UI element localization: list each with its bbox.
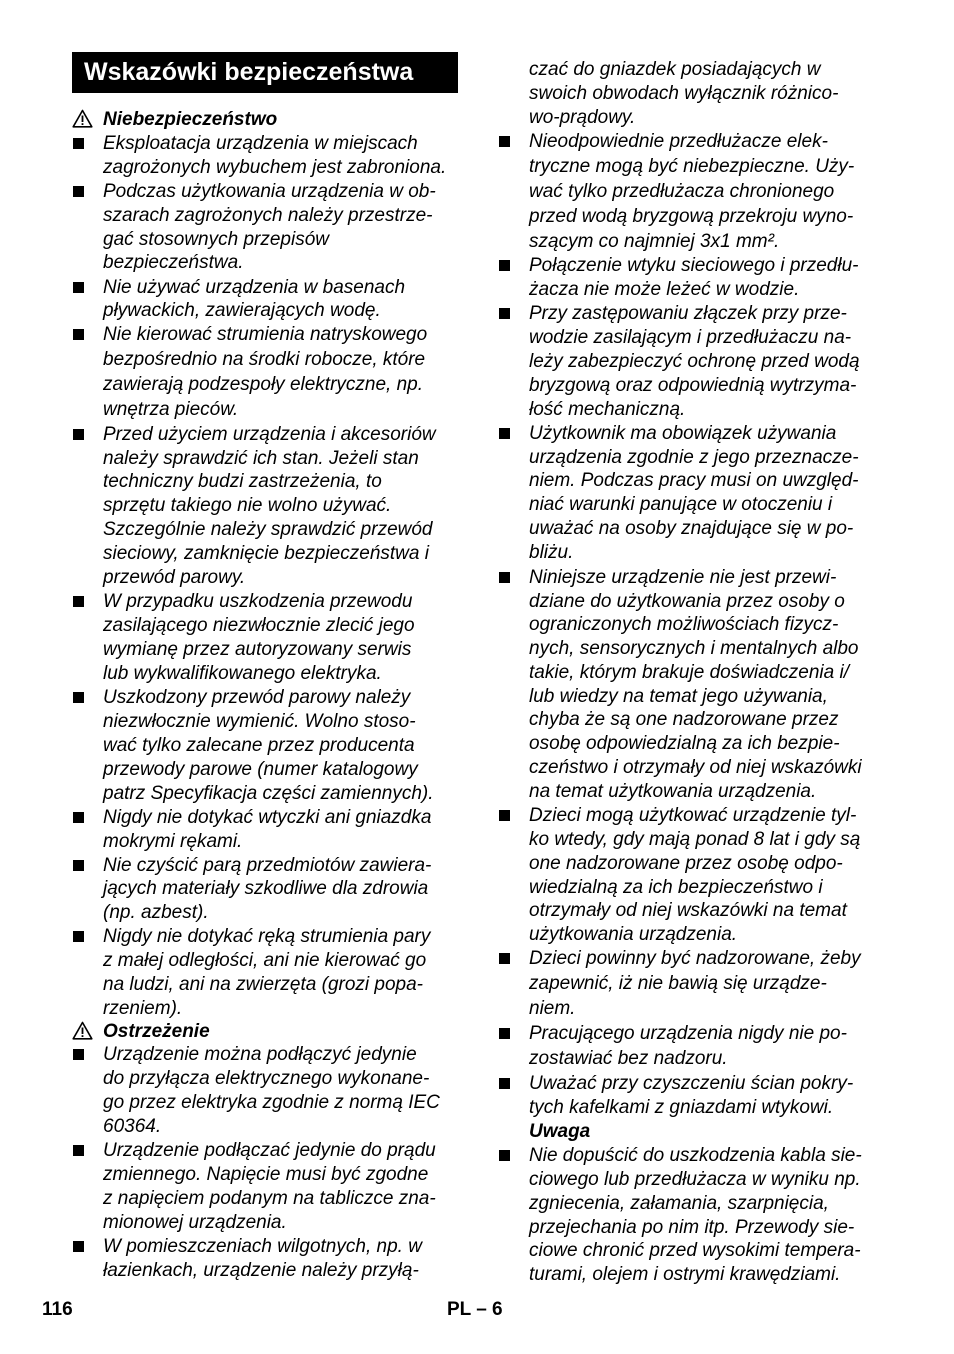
bullet-text: zmiennego. Napięcie musi być zgodne (103, 1164, 429, 1185)
bullet-text: (np. azbest). (103, 902, 209, 923)
bullet-text: leży zabezpieczyć ochronę przed wodą (529, 351, 860, 372)
bullet-text: zawierają podzespoły elektryczne, np. (103, 374, 424, 395)
bullet-text: sprzętu takiego nie wolno używać. (103, 495, 392, 516)
bullet-text: zasilającego niezwłocznie zlecić jego (103, 615, 415, 636)
bullet-text: Dzieci mogą użytkować urządzenie tyl- (529, 805, 857, 826)
bullet-text: bezpieczeństwa. (103, 252, 244, 273)
bullet-icon (73, 282, 84, 293)
page-title: Wskazówki bezpieczeństwa (72, 52, 458, 93)
bullet-text: Przy zastępowaniu złączek przy prze- (529, 303, 847, 324)
bullet-text: ko wtedy, gdy mają ponad 8 lat i gdy są (529, 829, 861, 850)
bullet-text: zapewnić, iż nie bawią się urządze- (529, 973, 827, 994)
bullet-icon (499, 953, 510, 964)
bullet-text: Przed użyciem urządzenia i akcesoriów (103, 424, 436, 445)
bullet-text: turami, olejem i ostrymi krawędziami. (529, 1264, 841, 1285)
bullet-icon (499, 1028, 510, 1039)
bullet-text: Eksploatacja urządzenia w miejscach (103, 133, 418, 154)
bullet-text: tych kafelkami z gniazdami wtykowi. (529, 1097, 834, 1118)
bullet-text: wać tylko przedłużacza chronionego (529, 181, 835, 202)
bullet-text: go przez elektryka zgodnie z normą IEC (103, 1092, 440, 1113)
bullet-text: tryczne mogą być niebezpieczne. Uży- (529, 156, 855, 177)
bullet-text: Nie czyścić parą przedmiotów zawiera- (103, 855, 432, 876)
bullet-icon (499, 428, 510, 439)
bullet-text: do przyłącza elektrycznego wykonane- (103, 1068, 430, 1089)
bullet-text: zgniecenia, załamania, szarpnięcia, (529, 1193, 829, 1214)
bullet-text: swoich obwodach wyłącznik różnico- (529, 83, 839, 104)
bullet-text: niem. Podczas pracy musi on uwzględ- (529, 470, 859, 491)
bullet-text: Urządzenie podłączać jedynie do prądu (103, 1140, 436, 1161)
bullet-text: żacza nie może leżeć w wodzie. (529, 279, 800, 300)
bullet-text: Urządzenie można podłączyć jedynie (103, 1044, 417, 1065)
section-heading-text: Ostrzeżenie (103, 1021, 210, 1042)
bullet-text: niezwłocznie wymienić. Wolno stoso- (103, 711, 416, 732)
bullet-icon (73, 692, 84, 703)
bullet-text: użytkowania urządzenia. (529, 924, 738, 945)
bullet-text: wać tylko zalecane przez producenta (103, 735, 415, 756)
bullet-text: chyba że są one nadzorowane przez (529, 709, 839, 730)
bullet-text: na ludzi, ani na zwierzęta (grozi popa- (103, 974, 424, 995)
bullet-icon (499, 1078, 510, 1089)
bullet-text: one nadzorowane przez osobę odpo- (529, 853, 843, 874)
bullet-text: z małej odległości, ani nie kierować go (103, 950, 427, 971)
bullet-icon (499, 308, 510, 319)
bullet-text: zostawiać bez nadzoru. (529, 1048, 728, 1069)
bullet-text: na temat użytkowania urządzenia. (529, 781, 817, 802)
bullet-icon (73, 812, 84, 823)
bullet-text: 60364. (103, 1116, 162, 1137)
bullet-text: otrzymały od niej wskazówki na temat (529, 900, 847, 921)
bullet-text: nych, sensorycznych i mentalnych albo (529, 638, 859, 659)
bullet-text: Uważać przy czyszczeniu ścian pokry- (529, 1073, 854, 1094)
bullet-text: wo-prądowy. (529, 107, 636, 128)
bullet-text: przejechania po nim itp. Przewody sie- (529, 1217, 855, 1238)
bullet-icon (73, 860, 84, 871)
bullet-text: mionowej urządzenia. (103, 1212, 287, 1233)
bullet-icon (73, 1049, 84, 1060)
bullet-icon (73, 329, 84, 340)
bullet-text: techniczny budzi zastrzeżenia, to (103, 471, 382, 492)
bullet-text: przewód parowy. (103, 567, 246, 588)
bullet-text: Nie kierować strumienia natryskowego (103, 324, 428, 345)
bullet-text: sieciowy, zamknięcie bezpieczeństwa i (103, 543, 429, 564)
bullet-text: takie, którym brakuje doświadczenia i/ (529, 662, 849, 683)
bullet-text: wymianę przez autoryzowany serwis (103, 639, 412, 660)
bullet-icon (499, 572, 510, 583)
bullet-text: lub wiedzy na temat jego używania, (529, 686, 828, 707)
bullet-text: bliżu. (529, 542, 574, 563)
bullet-icon (73, 931, 84, 942)
bullet-text: niać warunki panujące w otoczeniu i (529, 494, 833, 515)
bullet-text: wiedzialną za ich bezpieczeństwo i (529, 877, 823, 898)
bullet-text: uważać na osoby znajdujące się w po- (529, 518, 854, 539)
bullet-text: pływackich, zawierających wodę. (103, 300, 381, 321)
bullet-icon (73, 138, 84, 149)
bullet-text: bryzgową oraz odpowiednią wytrzyma- (529, 375, 857, 396)
bullet-text: Użytkownik ma obowiązek używania (529, 423, 837, 444)
warning-icon (72, 1021, 93, 1040)
bullet-text: osobę odpowiedzialną za ich bezpie- (529, 733, 840, 754)
bullet-text: przewody parowe (numer katalogowy (103, 759, 418, 780)
bullet-text: z napięciem podanym na tabliczce zna- (103, 1188, 436, 1209)
bullet-text: czeństwo i otrzymały od niej wskazówki (529, 757, 862, 778)
bullet-text: urządzenia zgodnie z jego przeznacze- (529, 447, 859, 468)
bullet-text: Podczas użytkowania urządzenia w ob- (103, 181, 436, 202)
bullet-text: Nigdy nie dotykać wtyczki ani gniazdka (103, 807, 432, 828)
bullet-text: Uszkodzony przewód parowy należy (103, 687, 411, 708)
bullet-text: Pracującego urządzenia nigdy nie po- (529, 1023, 847, 1044)
bullet-text: Nigdy nie dotykać ręką strumienia pary (103, 926, 431, 947)
bullet-text: jących materiały szkodliwe dla zdrowia (103, 878, 429, 899)
bullet-text: szarach zagrożonych należy przestrze- (103, 205, 433, 226)
bullet-text: łość mechaniczną. (529, 399, 686, 420)
bullet-icon (73, 596, 84, 607)
section-heading-text: Niebezpieczeństwo (103, 109, 278, 130)
bullet-text: gać stosownych przepisów (103, 229, 329, 250)
bullet-text: Połączenie wtyku sieciowego i przedłu- (529, 255, 859, 276)
bullet-text: Dzieci powinny być nadzorowane, żeby (529, 948, 861, 969)
bullet-text: należy sprawdzić ich stan. Jeżeli stan (103, 448, 419, 469)
bullet-text: ciowego lub przedłużacza w wyniku np. (529, 1169, 861, 1190)
bullet-text: szącym co najmniej 3x1 mm². (529, 231, 780, 252)
bullet-icon (73, 186, 84, 197)
bullet-text: dziane do użytkowania przez osoby o (529, 591, 845, 612)
bullet-icon (499, 1150, 510, 1161)
bullet-icon (73, 1145, 84, 1156)
bullet-text: niem. (529, 998, 576, 1019)
warning-icon (72, 109, 93, 128)
bullet-text: ograniczonych możliwościach fizycz- (529, 614, 839, 635)
bullet-text: przed wodą bryzgową przekroju wyno- (529, 206, 854, 227)
bullet-text: Nie używać urządzenia w basenach (103, 277, 406, 298)
bullet-icon (499, 136, 510, 147)
bullet-text: ciowe chronić przed wysokimi tempera- (529, 1240, 861, 1261)
bullet-icon (499, 810, 510, 821)
bullet-text: czać do gniazdek posiadających w (529, 59, 821, 80)
bullet-text: Nie dopuścić do uszkodzenia kabla sie- (529, 1145, 862, 1166)
bullet-icon (73, 1241, 84, 1252)
page-number: 116 (42, 1299, 73, 1320)
bullet-text: wnętrza pieców. (103, 399, 239, 420)
bullet-text: W przypadku uszkodzenia przewodu (103, 591, 413, 612)
bullet-text: łazienkach, urządzenie należy przyłą- (103, 1260, 419, 1281)
bullet-icon (73, 429, 84, 440)
bullet-icon (499, 260, 510, 271)
bullet-text: rzeniem). (103, 998, 183, 1019)
section-label: PL – 6 (447, 1299, 503, 1320)
section-heading-text: Uwaga (529, 1121, 591, 1142)
bullet-text: Szczególnie należy sprawdzić przewód (103, 519, 433, 540)
bullet-text: W pomieszczeniach wilgotnych, np. w (103, 1236, 422, 1257)
bullet-text: lub wykwalifikowanego elektryka. (103, 663, 382, 684)
bullet-text: Nieodpowiednie przedłużacze elek- (529, 131, 828, 152)
bullet-text: mokrymi rękami. (103, 831, 243, 852)
bullet-text: bezpośrednio na środki robocze, które (103, 349, 426, 370)
bullet-text: wodzie zasilającym i przedłużaczu na- (529, 327, 852, 348)
bullet-text: zagrożonych wybuchem jest zabroniona. (103, 157, 447, 178)
bullet-text: Niniejsze urządzenie nie jest przewi- (529, 567, 837, 588)
bullet-text: patrz Specyfikacja części zamiennych). (103, 783, 434, 804)
